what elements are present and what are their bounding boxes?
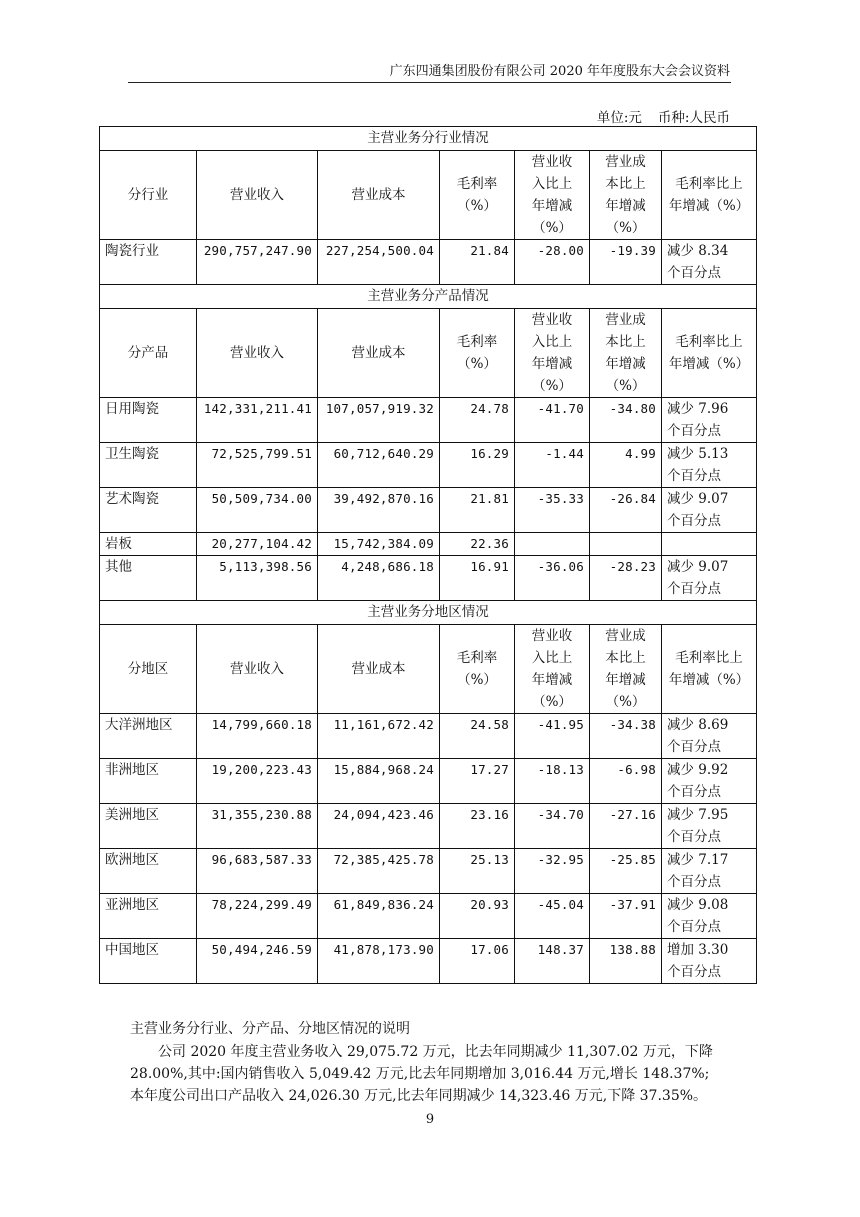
cell-revenue: 96,683,587.33 bbox=[197, 849, 318, 894]
section-title-row bbox=[100, 127, 757, 151]
cell-cost-change: -34.80 bbox=[590, 398, 662, 443]
column-header: 营业成 本比上 年增减 （%） bbox=[590, 151, 662, 240]
cell-name: 其他 bbox=[100, 556, 197, 601]
cell-revenue: 20,277,104.42 bbox=[197, 533, 318, 556]
cell-revenue: 5,113,398.56 bbox=[197, 556, 318, 601]
cell-cost-change bbox=[590, 533, 662, 556]
column-header: 营业成 本比上 年增减 （%） bbox=[590, 309, 662, 398]
cell-cost-change: -34.38 bbox=[590, 714, 662, 759]
cell-cost-change: -19.39 bbox=[590, 240, 662, 285]
cell-cost: 4,248,686.18 bbox=[318, 556, 440, 601]
cell-cost: 15,742,384.09 bbox=[318, 533, 440, 556]
section-title: 主营业务分产品情况 bbox=[100, 285, 757, 309]
cell-cost-change: -27.16 bbox=[590, 804, 662, 849]
table-row bbox=[100, 849, 757, 894]
cell-margin: 21.81 bbox=[440, 488, 515, 533]
column-header-row bbox=[100, 309, 757, 398]
section-title: 主营业务分地区情况 bbox=[100, 601, 757, 625]
cell-name: 日用陶瓷 bbox=[100, 398, 197, 443]
table-row bbox=[100, 443, 757, 488]
cell-revenue: 50,509,734.00 bbox=[197, 488, 318, 533]
cell-cost-change: -25.85 bbox=[590, 849, 662, 894]
cell-margin-change: 减少 9.07 个百分点 bbox=[662, 488, 757, 533]
cell-margin: 16.91 bbox=[440, 556, 515, 601]
cell-margin-change: 减少 7.96 个百分点 bbox=[662, 398, 757, 443]
cell-revenue: 19,200,223.43 bbox=[197, 759, 318, 804]
cell-margin-change: 减少 7.95 个百分点 bbox=[662, 804, 757, 849]
cell-cost: 227,254,500.04 bbox=[318, 240, 440, 285]
cell-margin-change: 减少 5.13 个百分点 bbox=[662, 443, 757, 488]
note-line-1: 公司 2020 年度主营业务收入 29,075.72 万元，比去年同期减少 11,307.02 万元，下降 bbox=[158, 1044, 713, 1060]
column-header: 营业收 入比上 年增减 （%） bbox=[515, 151, 590, 240]
section-title: 主营业务分行业情况 bbox=[100, 127, 757, 151]
column-header: 营业收入 bbox=[197, 151, 318, 240]
table-row bbox=[100, 759, 757, 804]
column-header: 营业收 入比上 年增减 （%） bbox=[515, 625, 590, 714]
section-title-row bbox=[100, 601, 757, 625]
table-row bbox=[100, 240, 757, 285]
cell-name: 陶瓷行业 bbox=[100, 240, 197, 285]
cell-name: 中国地区 bbox=[100, 939, 197, 984]
column-header-row bbox=[100, 625, 757, 714]
unit-label: 单位:元 bbox=[596, 110, 642, 126]
cell-rev-change bbox=[515, 533, 590, 556]
cell-rev-change: -35.33 bbox=[515, 488, 590, 533]
column-header: 毛利率 （%） bbox=[440, 309, 515, 398]
cell-cost: 11,161,672.42 bbox=[318, 714, 440, 759]
column-header: 营业成 本比上 年增减 （%） bbox=[590, 625, 662, 714]
header-divider bbox=[128, 82, 731, 83]
column-header: 毛利率比上 年增减（%） bbox=[662, 625, 757, 714]
column-header: 分产品 bbox=[100, 309, 197, 398]
table-row bbox=[100, 939, 757, 984]
cell-rev-change: -36.06 bbox=[515, 556, 590, 601]
cell-revenue: 14,799,660.18 bbox=[197, 714, 318, 759]
cell-cost-change: 4.99 bbox=[590, 443, 662, 488]
cell-margin: 16.29 bbox=[440, 443, 515, 488]
table-row bbox=[100, 488, 757, 533]
cell-margin: 23.16 bbox=[440, 804, 515, 849]
cell-cost-change: -28.23 bbox=[590, 556, 662, 601]
column-header: 营业收 入比上 年增减 （%） bbox=[515, 309, 590, 398]
cell-name: 卫生陶瓷 bbox=[100, 443, 197, 488]
cell-rev-change: -41.95 bbox=[515, 714, 590, 759]
table-row bbox=[100, 556, 757, 601]
column-header: 分地区 bbox=[100, 625, 197, 714]
cell-revenue: 142,331,211.41 bbox=[197, 398, 318, 443]
cell-cost: 60,712,640.29 bbox=[318, 443, 440, 488]
table-row bbox=[100, 533, 757, 556]
note-line-2: 28.00%,其中:国内销售收入 5,049.42 万元,比去年同期增加 3,016.44 万元,增长 148.37%; bbox=[130, 1066, 710, 1082]
cell-margin: 20.93 bbox=[440, 894, 515, 939]
cell-margin: 17.06 bbox=[440, 939, 515, 984]
cell-margin-change: 减少 9.08 个百分点 bbox=[662, 894, 757, 939]
cell-revenue: 290,757,247.90 bbox=[197, 240, 318, 285]
column-header: 营业成本 bbox=[318, 309, 440, 398]
cell-revenue: 72,525,799.51 bbox=[197, 443, 318, 488]
cell-cost: 107,057,919.32 bbox=[318, 398, 440, 443]
revenue-table bbox=[99, 126, 757, 984]
cell-rev-change: -28.00 bbox=[515, 240, 590, 285]
cell-revenue: 78,224,299.49 bbox=[197, 894, 318, 939]
cell-rev-change: -41.70 bbox=[515, 398, 590, 443]
cell-margin: 24.58 bbox=[440, 714, 515, 759]
column-header: 毛利率 （%） bbox=[440, 151, 515, 240]
cell-name: 美洲地区 bbox=[100, 804, 197, 849]
cell-cost: 39,492,870.16 bbox=[318, 488, 440, 533]
cell-margin-change: 减少 9.92 个百分点 bbox=[662, 759, 757, 804]
cell-margin-change: 减少 8.69 个百分点 bbox=[662, 714, 757, 759]
cell-margin: 21.84 bbox=[440, 240, 515, 285]
column-header: 毛利率比上 年增减（%） bbox=[662, 309, 757, 398]
cell-cost-change: -26.84 bbox=[590, 488, 662, 533]
section-title-row bbox=[100, 285, 757, 309]
cell-revenue: 50,494,246.59 bbox=[197, 939, 318, 984]
cell-name: 亚洲地区 bbox=[100, 894, 197, 939]
cell-cost-change: -6.98 bbox=[590, 759, 662, 804]
column-header: 毛利率比上 年增减（%） bbox=[662, 151, 757, 240]
cell-rev-change: -45.04 bbox=[515, 894, 590, 939]
cell-name: 大洋洲地区 bbox=[100, 714, 197, 759]
column-header: 营业成本 bbox=[318, 151, 440, 240]
cell-rev-change: -1.44 bbox=[515, 443, 590, 488]
cell-margin: 22.36 bbox=[440, 533, 515, 556]
cell-name: 非洲地区 bbox=[100, 759, 197, 804]
column-header: 分行业 bbox=[100, 151, 197, 240]
table-row bbox=[100, 398, 757, 443]
unit-line bbox=[597, 106, 730, 126]
cell-rev-change: -32.95 bbox=[515, 849, 590, 894]
column-header: 营业收入 bbox=[197, 625, 318, 714]
column-header: 毛利率 （%） bbox=[440, 625, 515, 714]
note-title: 主营业务分行业、分产品、分地区情况的说明 bbox=[130, 1021, 410, 1037]
cell-margin: 17.27 bbox=[440, 759, 515, 804]
cell-revenue: 31,355,230.88 bbox=[197, 804, 318, 849]
table-row bbox=[100, 714, 757, 759]
cell-cost: 41,878,173.90 bbox=[318, 939, 440, 984]
cell-name: 艺术陶瓷 bbox=[100, 488, 197, 533]
column-header: 营业收入 bbox=[197, 309, 318, 398]
cell-margin-change: 减少 9.07 个百分点 bbox=[662, 556, 757, 601]
cell-rev-change: -34.70 bbox=[515, 804, 590, 849]
page-header: 广东四通集团股份有限公司 2020 年年度股东大会会议资料 bbox=[389, 64, 730, 79]
cell-rev-change: -18.13 bbox=[515, 759, 590, 804]
cell-name: 欧洲地区 bbox=[100, 849, 197, 894]
column-header-row bbox=[100, 151, 757, 240]
table-body bbox=[100, 127, 757, 984]
table-row bbox=[100, 894, 757, 939]
column-header: 营业成本 bbox=[318, 625, 440, 714]
cell-margin-change: 减少 7.17 个百分点 bbox=[662, 849, 757, 894]
cell-margin-change: 减少 8.34 个百分点 bbox=[662, 240, 757, 285]
cell-cost: 61,849,836.24 bbox=[318, 894, 440, 939]
cell-cost-change: 138.88 bbox=[590, 939, 662, 984]
cell-cost: 24,094,423.46 bbox=[318, 804, 440, 849]
cell-cost-change: -37.91 bbox=[590, 894, 662, 939]
page-number: 9 bbox=[425, 1112, 435, 1127]
cell-name: 岩板 bbox=[100, 533, 197, 556]
cell-margin: 25.13 bbox=[440, 849, 515, 894]
cell-cost: 15,884,968.24 bbox=[318, 759, 440, 804]
cell-margin: 24.78 bbox=[440, 398, 515, 443]
table-row bbox=[100, 804, 757, 849]
note-line-3: 本年度公司出口产品收入 24,026.30 万元,比去年同期减少 14,323.46 万元,下降 37.35%。 bbox=[130, 1088, 708, 1104]
cell-margin-change: 增加 3.30 个百分点 bbox=[662, 939, 757, 984]
cell-rev-change: 148.37 bbox=[515, 939, 590, 984]
cell-margin-change bbox=[662, 533, 757, 556]
currency-label: 币种:人民币 bbox=[657, 110, 730, 126]
cell-cost: 72,385,425.78 bbox=[318, 849, 440, 894]
